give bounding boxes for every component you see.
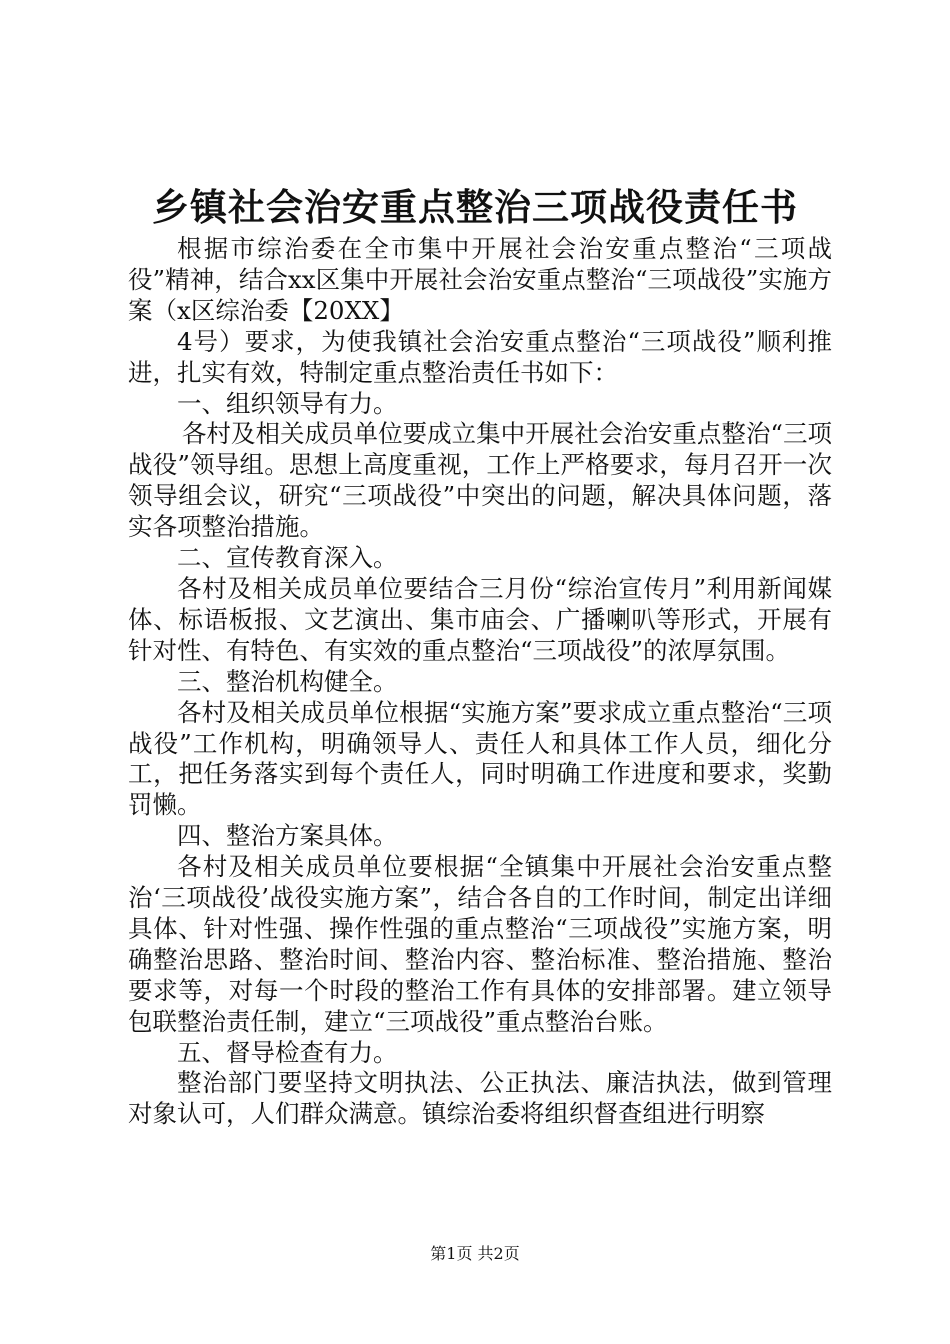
section-heading-2: 二、宣传教育深入。 [177, 543, 398, 573]
section-heading-1: 一、组织领导有力。 [177, 388, 398, 418]
page-number-footer: 第1页 共2页 [430, 1244, 520, 1263]
section-body-4: 各村及相关成员单位要根据“全镇集中开展社会治安重点整治‘三项战役’战役实施方案”，结合各自的工作时间，制定出详细具体、针对性强、操作性强的重点整治“三项战役”实施方案，明确整治思路、整治时间、整治内容、整治标准、整治措施、整治要求等，对每一个时段的整治工作有具体的安排部署。建立领导包联整治责任制，建立“三项战役”重点整治台账。 [128, 852, 832, 1036]
section-heading-4: 四、整治方案具体。 [177, 821, 398, 851]
paragraph-intro-continued: 4号）要求，为使我镇社会治安重点整治“三项战役”顺利推进，扎实有效，特制定重点整治责任书如下： [128, 326, 832, 387]
section-body-5: 整治部门要坚持文明执法、公正执法、廉洁执法，做到管理对象认可，人们群众满意。镇综治委将组织督查组进行明察 [128, 1068, 832, 1129]
document-title: 乡镇社会治安重点整治三项战役责任书 [152, 186, 798, 229]
section-body-2: 各村及相关成员单位要结合三月份“综治宣传月”利用新闻媒体、标语板报、文艺演出、集市庙会、广播喇叭等形式，开展有针对性、有特色、有实效的重点整治“三项战役”的浓厚氛围。 [128, 573, 832, 665]
document-body [128, 234, 832, 1130]
section-heading-5: 五、督导检查有力。 [177, 1037, 398, 1067]
paragraph-intro: 根据市综治委在全市集中开展社会治安重点整治“三项战役”精神，结合xx区集中开展社会治安重点整治“三项战役”实施方案（x区综治委【20XX】 [128, 234, 832, 325]
section-heading-3: 三、整治机构健全。 [177, 666, 398, 696]
section-body-1: 各村及相关成员单位要成立集中开展社会治安重点整治“三项战役”领导组。思想上高度重视，工作上严格要求，每月召开一次领导组会议，研究“三项战役”中突出的问题，解决具体问题，落实各项整治措施。 [128, 419, 832, 542]
section-body-3: 各村及相关成员单位根据“实施方案”要求成立重点整治“三项战役”工作机构，明确领导人、责任人和具体工作人员，细化分工，把任务落实到每个责任人，同时明确工作进度和要求，奖勤罚懒。 [128, 697, 832, 820]
